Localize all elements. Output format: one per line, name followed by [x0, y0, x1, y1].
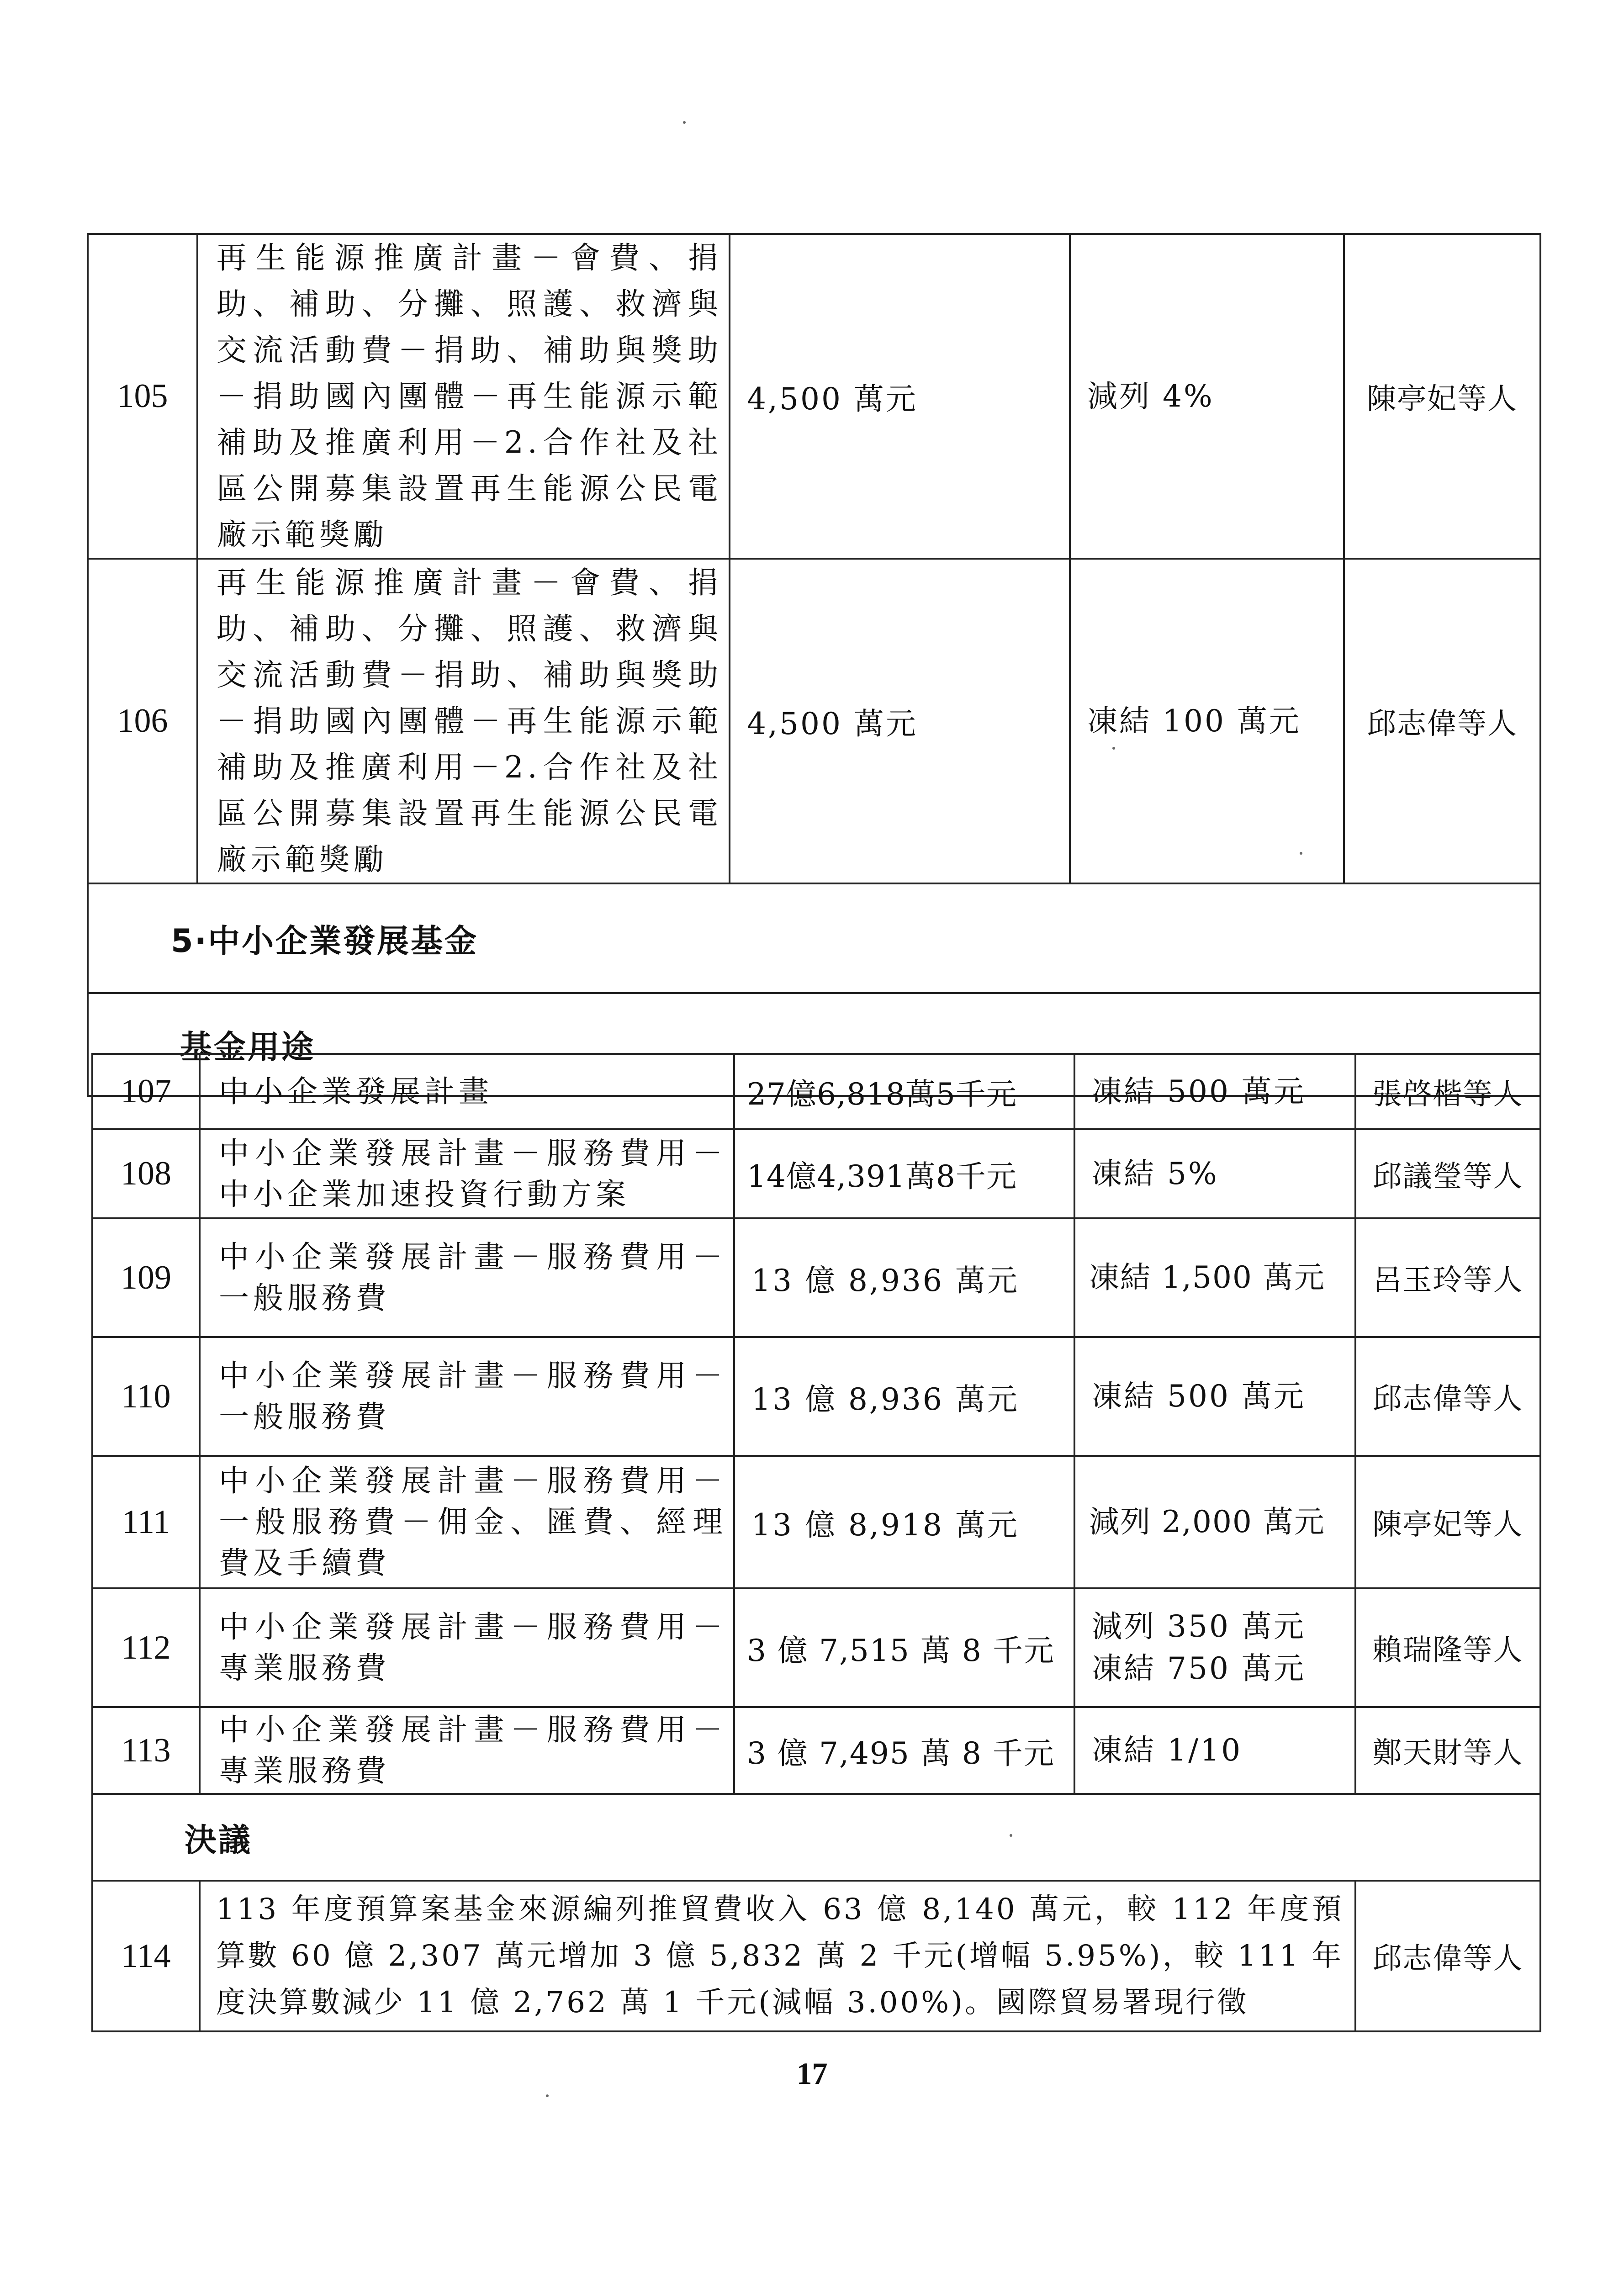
table-row-105 [88, 234, 1540, 559]
resolution-text: 113 年度預算案基金來源編列推貿費收入 63 億 8,140 萬元，較 112 年度預算數 60 億 2,307 萬元增加 3 億 5,832 萬 2 千元(增幅 5.95%)，較 111 年度決算數減少 11 億 2,762 萬 1 千元(減幅 3.00%)。國際貿易署現行徵 [200, 1881, 1355, 2031]
scan-speck [1010, 1834, 1012, 1837]
row-number: 105 [88, 234, 197, 559]
row-number: 110 [92, 1337, 200, 1456]
table-row-108 [92, 1129, 1540, 1218]
proposer: 陳亭妃等人 [1355, 1456, 1540, 1588]
section-title: 5‧中小企業發展基金 [88, 883, 1540, 993]
proposed-action: 減列 4% [1070, 234, 1344, 559]
budget-amount: 13 億 8,918 萬元 [734, 1456, 1074, 1588]
table-row-111 [92, 1456, 1540, 1588]
budget-table-top [87, 233, 1541, 1097]
proposer: 邱志偉等人 [1355, 1337, 1540, 1456]
proposed-action: 凍結 1,500 萬元 [1074, 1218, 1355, 1337]
proposed-action: 凍結 100 萬元 [1070, 559, 1344, 883]
proposer: 邱議瑩等人 [1355, 1129, 1540, 1218]
budget-amount: 13 億 8,936 萬元 [734, 1218, 1074, 1337]
proposer: 陳亭妃等人 [1344, 234, 1540, 559]
table-row-110 [92, 1337, 1540, 1456]
budget-item: 中小企業發展計畫－服務費用－一般服務費 [200, 1337, 734, 1456]
proposer: 邱志偉等人 [1344, 559, 1540, 883]
table-row-107 [92, 1054, 1540, 1129]
scan-speck [1112, 747, 1115, 750]
proposed-action: 凍結 500 萬元 [1074, 1337, 1355, 1456]
table-row-113 [92, 1707, 1540, 1794]
proposed-action: 減列 2,000 萬元 [1074, 1456, 1355, 1588]
budget-item: 中小企業發展計畫－服務費用－一般服務費 [200, 1218, 734, 1337]
page-number: 17 [796, 2056, 828, 2091]
row-number: 106 [88, 559, 197, 883]
budget-amount: 27億6,818萬5千元 [734, 1054, 1074, 1129]
proposer: 呂玉玲等人 [1355, 1218, 1540, 1337]
budget-table-fund [91, 1053, 1541, 2032]
proposed-action-line-1: 減列 350 萬元 [1092, 1609, 1306, 1644]
budget-amount: 4,500 萬元 [730, 559, 1070, 883]
budget-item: 再生能源推廣計畫－會費、捐助、補助、分攤、照護、救濟與交流活動費－捐助、補助與獎助－捐助國內團體－再生能源示範補助及推廣利用－2.合作社及社區公開募集設置再生能源公民電廠示範獎勵 [197, 234, 730, 559]
table-row-112 [92, 1588, 1540, 1707]
row-number: 108 [92, 1129, 200, 1218]
budget-amount: 14億4,391萬8千元 [734, 1129, 1074, 1218]
proposer: 賴瑞隆等人 [1355, 1588, 1540, 1707]
section-row [88, 883, 1540, 993]
row-number: 112 [92, 1588, 200, 1707]
row-number: 111 [92, 1456, 200, 1588]
budget-amount: 13 億 8,936 萬元 [734, 1337, 1074, 1456]
proposed-action: 凍結 500 萬元 [1074, 1054, 1355, 1129]
proposer: 邱志偉等人 [1355, 1881, 1540, 2031]
budget-item: 再生能源推廣計畫－會費、捐助、補助、分攤、照護、救濟與交流活動費－捐助、補助與獎助－捐助國內團體－再生能源示範補助及推廣利用－2.合作社及社區公開募集設置再生能源公民電廠示範獎勵 [197, 559, 730, 883]
proposer: 張啓楷等人 [1355, 1054, 1540, 1129]
budget-amount: 3 億 7,515 萬 8 千元 [734, 1588, 1074, 1707]
row-number: 109 [92, 1218, 200, 1337]
row-number: 107 [92, 1054, 200, 1129]
table-row-106 [88, 559, 1540, 883]
row-number: 113 [92, 1707, 200, 1794]
budget-item: 中小企業發展計畫－服務費用－專業服務費 [200, 1588, 734, 1707]
scan-speck [546, 2094, 549, 2097]
subsection-resolution: 決議 [92, 1794, 1540, 1881]
budget-item: 中小企業發展計畫－服務費用－一般服務費－佣金、匯費、經理費及手續費 [200, 1456, 734, 1588]
table-row-109 [92, 1218, 1540, 1337]
proposer: 鄭天財等人 [1355, 1707, 1540, 1794]
subsection-row [92, 1794, 1540, 1881]
budget-item: 中小企業發展計畫 [200, 1054, 734, 1129]
subsection-usage: 基金用途 [88, 993, 1540, 1096]
proposed-action: 凍結 1/10 [1074, 1707, 1355, 1794]
scan-speck [1300, 852, 1302, 855]
row-number: 114 [92, 1881, 200, 2031]
scan-speck [683, 121, 686, 124]
table-row-114 [92, 1881, 1540, 2031]
budget-item: 中小企業發展計畫－服務費用－中小企業加速投資行動方案 [200, 1129, 734, 1218]
proposed-action: 凍結 5% [1074, 1129, 1355, 1218]
budget-amount: 3 億 7,495 萬 8 千元 [734, 1707, 1074, 1794]
budget-amount: 4,500 萬元 [730, 234, 1070, 559]
proposed-action-line-2: 凍結 750 萬元 [1092, 1651, 1306, 1686]
proposed-action [1074, 1588, 1355, 1707]
budget-item: 中小企業發展計畫－服務費用－專業服務費 [200, 1707, 734, 1794]
